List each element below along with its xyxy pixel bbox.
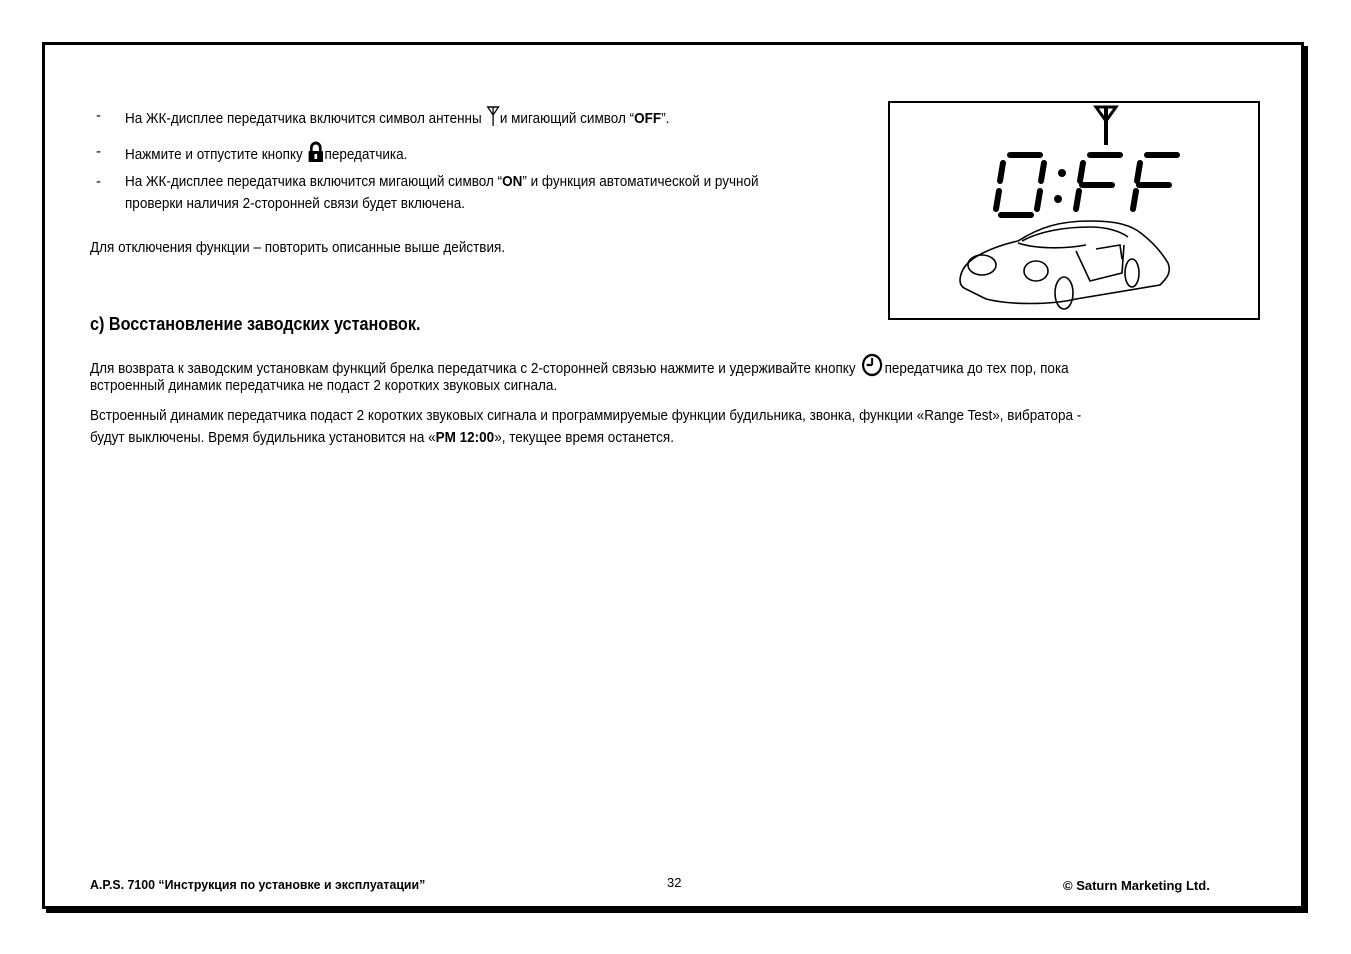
bullet-2: Нажмите и отпустите кнопку передатчика. bbox=[125, 141, 407, 170]
footer-right: © Saturn Marketing Ltd. bbox=[1063, 878, 1210, 893]
lcd-text-value bbox=[1258, 103, 1259, 104]
lock-icon bbox=[307, 141, 325, 170]
bullet-3-line-2: проверки наличия 2-сторонней связи будет включена. bbox=[125, 195, 465, 212]
off-symbol-text: OFF bbox=[634, 110, 662, 127]
bullet-1-text: На ЖК-дисплее передатчика включится символ антенны bbox=[125, 110, 486, 127]
para-1-line-2: встроенный динамик передатчика не подаст 2 коротких звуковых сигнала. bbox=[90, 377, 558, 394]
lcd-display-illustration bbox=[888, 101, 1260, 320]
lcd-display-drawing bbox=[890, 103, 1258, 318]
alarm-time-text: PM 12:00 bbox=[435, 429, 495, 446]
bullet-dash: - bbox=[96, 143, 101, 160]
page-number: 32 bbox=[667, 875, 682, 890]
para-1-line-1: Для возврата к заводским установкам функций брелка передатчика с 2-сторонней связью нажмите и удерживайте кнопку передатчика до тех пор, пока bbox=[90, 353, 1069, 384]
section-heading: c) Восстановление заводских установок. bbox=[90, 314, 421, 334]
lcd-segment-text bbox=[996, 155, 1177, 215]
para-2-line-2: будут выключены. Время будильника установится на «PM 12:00», текущее время останется. bbox=[90, 429, 674, 446]
bullet-1: На ЖК-дисплее передатчика включится символ антенны и мигающий символ “OFF”. bbox=[125, 105, 669, 134]
bullet-3-line-1: На ЖК-дисплее передатчика включится мигающий символ “ON” и функция автоматической и ручной bbox=[125, 173, 759, 190]
antenna-icon bbox=[485, 105, 499, 134]
bullet-dash: - bbox=[96, 107, 101, 124]
disable-note: Для отключения функции – повторить описанные выше действия. bbox=[90, 239, 506, 256]
on-symbol-text: ON bbox=[502, 173, 523, 190]
clock-icon bbox=[859, 353, 884, 384]
car-icon bbox=[960, 221, 1169, 309]
footer-left: A.P.S. 7100 “Инструкция по установке и эксплуатации” bbox=[90, 877, 426, 892]
para-2-line-1: Встроенный динамик передатчика подаст 2 коротких звуковых сигнала и программируемые функции будильника, звонка, функции «Range Test», вибратора - bbox=[90, 407, 1082, 424]
bullet-dash: - bbox=[96, 173, 101, 190]
lcd-antenna-icon bbox=[1096, 107, 1116, 145]
bullet-2-text: Нажмите и отпустите кнопку bbox=[125, 146, 307, 163]
